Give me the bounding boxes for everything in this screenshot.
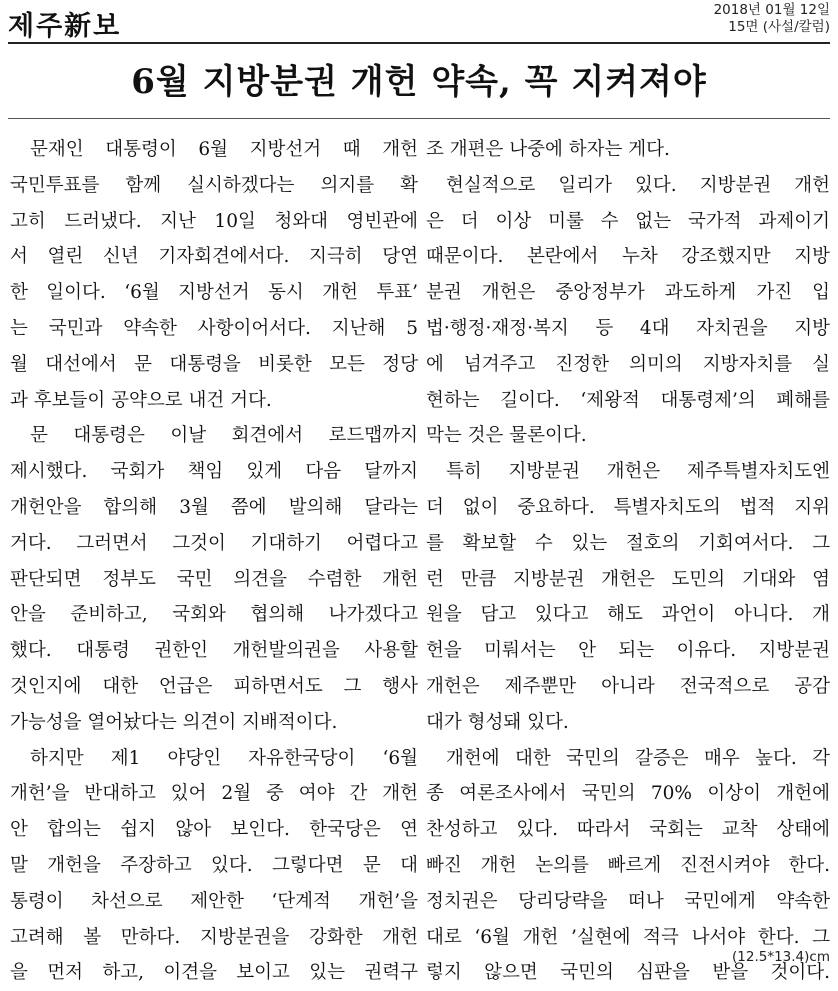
article-text-line: 조 개편은 나중에 하자는 게다. <box>426 139 670 160</box>
article-text-line: 안 합의는 쉽지 않아 보인다. 한국당은 연 <box>10 819 418 841</box>
article-text-line: 고히 드러냈다. 지난 10일 청와대 영빈관에 <box>10 210 418 232</box>
article-text-line: 빠진 개헌 논의를 빠르게 진전시켜야 한다. <box>426 854 830 876</box>
header-divider <box>8 42 830 44</box>
article-text-line: 막는 것은 물론이다. <box>426 425 587 447</box>
article-text-line: 통령이 차선으로 제안한 ‘단계적 개헌’을 <box>10 890 418 912</box>
article-text-line: 개헌에 대한 국민의 갈증은 매우 높다. 각 <box>446 747 830 769</box>
article-text-line: 문 대통령은 이날 회견에서 로드맵까지 <box>30 425 418 447</box>
article-text-line: 대로 ‘6월 개헌 ’실현에 적극 나서야 한다. 그 <box>426 926 830 948</box>
article-text-line: 거다. 그러면서 그것이 기대하기 어렵다고 <box>10 532 418 554</box>
article-text-line: 한 일이다. ‘6월 지방선거 동시 개헌 투표’ <box>10 282 418 304</box>
article-text-line: 렇지 않으면 국민의 심판을 받을 것이다. <box>426 962 830 984</box>
article-text-line: 법·행정·재정·복지 등 4대 자치권을 지방 <box>426 317 830 339</box>
article-text-line: 원을 담고 있다고 해도 과언이 아니다. 개 <box>426 604 830 626</box>
article-text-line: 개헌’을 반대하고 있어 2월 중 여야 간 개헌 <box>10 783 418 805</box>
headline-divider <box>8 118 830 119</box>
article-text-line: 현실적으로 일리가 있다. 지방분권 개헌 <box>446 174 830 196</box>
article-text-line: 했다. 대통령 권한인 개헌발의권을 사용할 <box>10 640 418 662</box>
article-text-line: 월 대선에서 문 대통령을 비롯한 모든 정당 <box>10 353 418 375</box>
issue-section: 15면 (사설/칼럼) <box>728 19 830 35</box>
article-text-line: 더 없이 중요하다. 특별자치도의 법적 지위 <box>426 496 830 518</box>
article-text-line: 문재인 대통령이 6월 지방선거 때 개헌 <box>30 139 418 160</box>
newspaper-logo: 제주新보 <box>8 11 122 42</box>
article-text-line: 말 개헌을 주장하고 있다. 그렇다면 문 대 <box>10 854 418 876</box>
article-text-line: 특히 지방분권 개헌은 제주특별자치도엔 <box>446 461 830 483</box>
article-text-line: 은 더 이상 미룰 수 없는 국가적 과제이기 <box>426 210 830 232</box>
clipping-dimensions: (12.5*13.4)cm <box>732 949 830 965</box>
article-text-line: 을 먼저 하고, 이견을 보이고 있는 권력구 <box>10 962 418 984</box>
article-text-line: 제시했다. 국회가 책임 있게 다음 달까지 <box>10 461 418 483</box>
article-text-line: 국민투표를 함께 실시하겠다는 의지를 확 <box>10 174 418 196</box>
article-text-line: 것인지에 대한 언급은 피하면서도 그 행사 <box>10 675 418 697</box>
article-text-line: 헌을 미뤄서는 안 되는 이유다. 지방분권 <box>426 640 830 662</box>
article-text-line: 고려해 볼 만하다. 지방분권을 강화한 개헌 <box>10 926 418 948</box>
article-text-line: 는 국민과 약속한 사항이어서다. 지난해 5 <box>10 317 418 339</box>
article-text-line: 분권 개헌은 중앙정부가 과도하게 가진 입 <box>426 282 830 304</box>
article-text-line: 가능성을 열어놨다는 의견이 지배적이다. <box>10 711 338 733</box>
article-column-right <box>426 132 830 991</box>
article-text-line: 개헌은 제주뿐만 아니라 전국적으로 공감 <box>426 675 830 697</box>
article-text-line: 서 열린 신년 기자회견에서다. 지극히 당연 <box>10 246 418 268</box>
issue-meta <box>714 2 830 36</box>
article-text-line: 정치권은 당리당략을 떠나 국민에게 약속한 <box>426 890 830 912</box>
article-text-line: 런 만큼 지방분권 개헌은 도민의 기대와 염 <box>426 568 830 590</box>
article-text-line: 안을 준비하고, 국회와 협의해 나가겠다고 <box>10 604 418 626</box>
article-text-line: 현하는 길이다. ‘제왕적 대통령제’의 폐해를 <box>426 389 830 411</box>
article-text-line: 종 여론조사에서 국민의 70% 이상이 개헌에 <box>426 783 830 805</box>
article-column-left <box>10 132 418 991</box>
article-text-line: 때문이다. 본란에서 누차 강조했지만 지방 <box>426 246 830 268</box>
article-text-line: 판단되면 정부도 국민 의견을 수렴한 개헌 <box>10 568 418 590</box>
article-text-line: 개헌안을 합의해 3월 쯤에 발의해 달라는 <box>10 496 418 518</box>
article-headline: 6월 지방분권 개헌 약속, 꼭 지켜져야 <box>131 62 707 102</box>
issue-date: 2018년 01월 12일 <box>713 2 830 18</box>
article-text-line: 하지만 제1 야당인 자유한국당이 ‘6월 <box>30 747 418 769</box>
article-text-line: 대가 형성돼 있다. <box>426 711 569 733</box>
article-text-line: 과 후보들이 공약으로 내건 거다. <box>10 389 272 411</box>
article-text-line: 를 확보할 수 있는 절호의 기회여서다. 그 <box>426 532 830 554</box>
article-text-line: 에 넘겨주고 진정한 의미의 지방자치를 실 <box>426 353 830 375</box>
article-text-line: 찬성하고 있다. 따라서 국회는 교착 상태에 <box>426 819 830 841</box>
